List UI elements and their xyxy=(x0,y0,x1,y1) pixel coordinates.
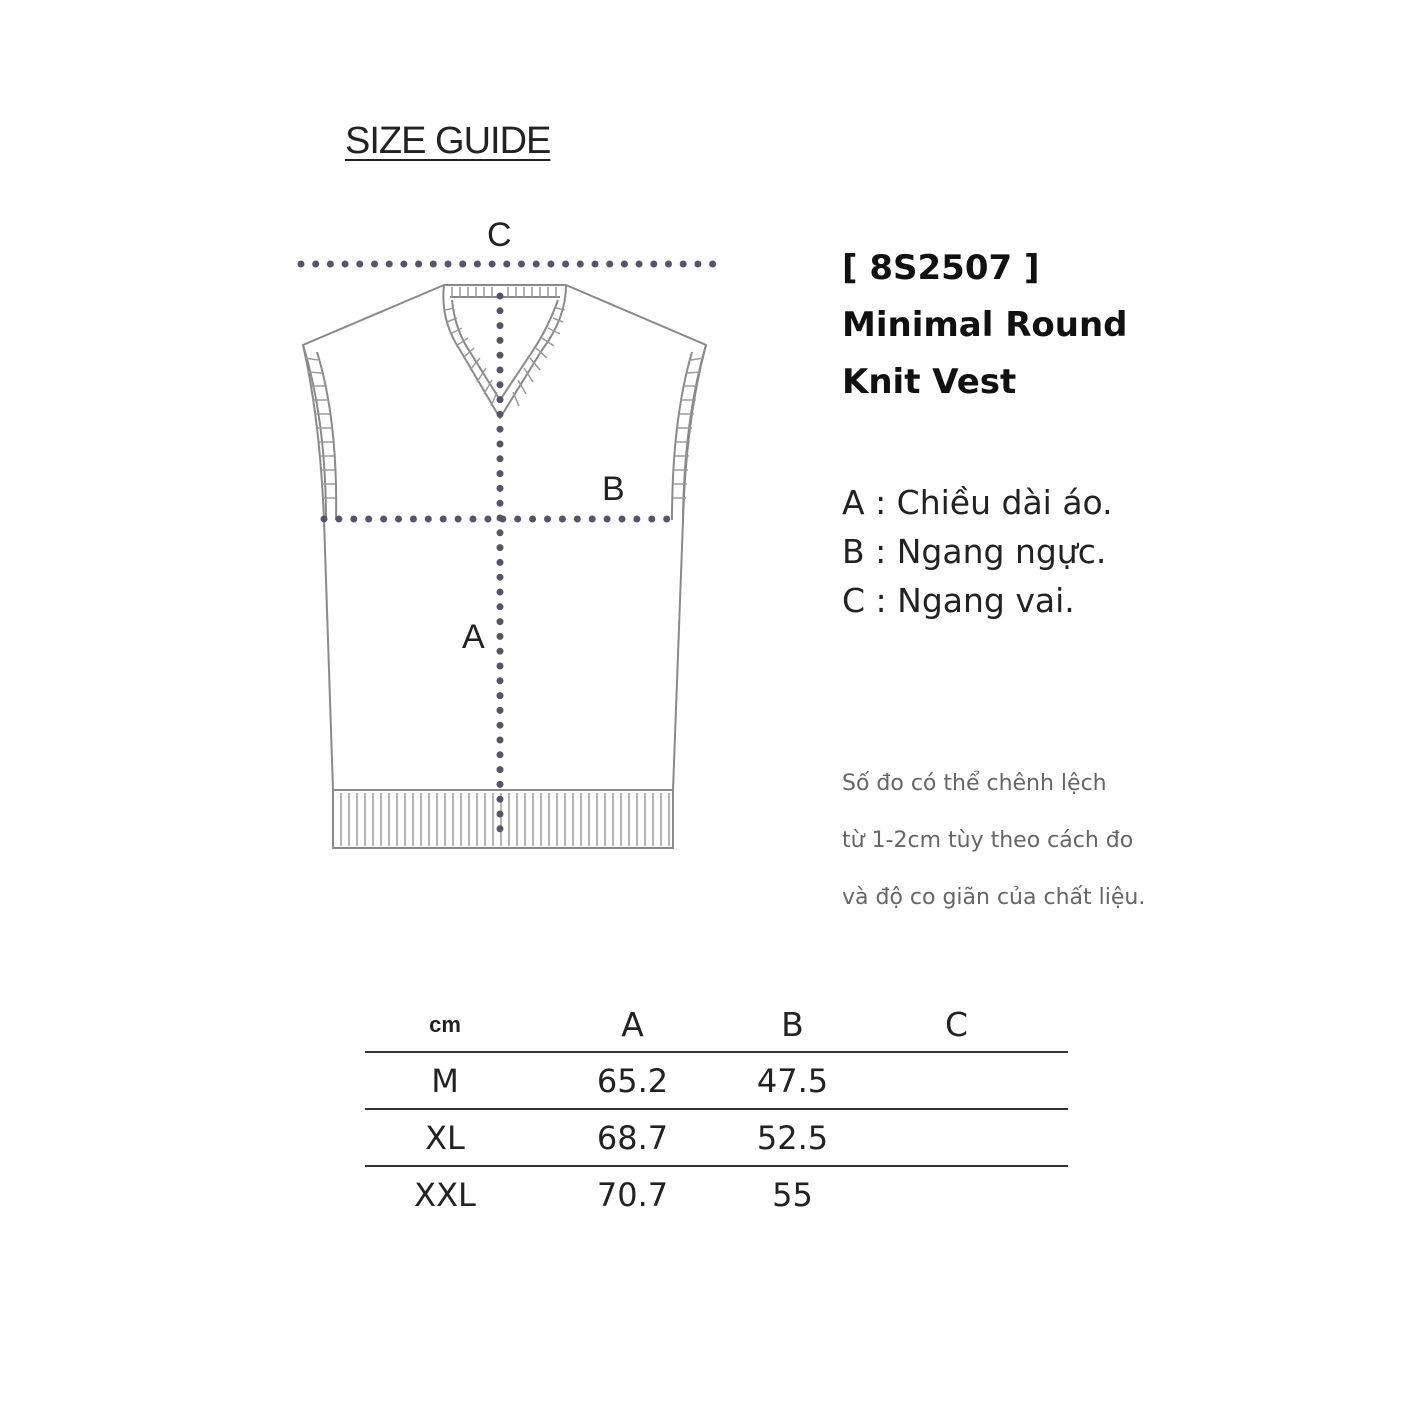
page-title: SIZE GUIDE xyxy=(345,120,551,162)
header-b: B xyxy=(781,1005,804,1044)
b-cell: 55 xyxy=(740,1166,845,1222)
measurement-legend xyxy=(842,478,1113,625)
b-cell: 47.5 xyxy=(740,1052,845,1109)
table-row xyxy=(365,1109,1068,1166)
a-cell: 65.2 xyxy=(525,1052,740,1109)
label-a: A xyxy=(462,618,485,656)
size-cell: M xyxy=(365,1052,525,1109)
a-cell: 68.7 xyxy=(525,1109,740,1166)
label-c: C xyxy=(487,216,512,254)
knit-vest-outline-icon xyxy=(303,285,706,848)
label-b: B xyxy=(602,470,625,508)
size-cell: XXL xyxy=(365,1166,525,1222)
legend-item-c: C : Ngang vai. xyxy=(842,581,1075,620)
measurement-note xyxy=(842,755,1145,926)
legend-item-a: A : Chiều dài áo. xyxy=(842,483,1113,522)
hem-rib-lines xyxy=(341,793,669,846)
product-code: [ 8S2507 ] xyxy=(842,248,1040,288)
a-cell: 70.7 xyxy=(525,1166,740,1222)
header-a: A xyxy=(621,1005,644,1044)
size-cell: XL xyxy=(365,1109,525,1166)
product-info xyxy=(842,240,1128,411)
note-line-2: từ 1-2cm tùy theo cách đo xyxy=(842,828,1134,853)
c-cell xyxy=(845,1166,1068,1222)
table-row xyxy=(365,1052,1068,1109)
product-name-line1: Minimal Round xyxy=(842,305,1128,345)
header-c: C xyxy=(944,1005,969,1044)
b-cell: 52.5 xyxy=(740,1109,845,1166)
table-row xyxy=(365,1166,1068,1222)
size-table xyxy=(365,998,1068,1222)
neck-rib-lines xyxy=(445,287,565,406)
c-cell xyxy=(845,1052,1068,1109)
product-name-line2: Knit Vest xyxy=(842,362,1017,402)
note-line-3: và độ co giãn của chất liệu. xyxy=(842,885,1146,910)
armhole-rib-lines xyxy=(305,358,704,498)
legend-item-b: B : Ngang ngực. xyxy=(842,532,1107,571)
table-header-row xyxy=(365,998,1068,1052)
c-cell xyxy=(845,1109,1068,1166)
header-unit: cm xyxy=(429,1011,461,1037)
note-line-1: Số đo có thể chênh lệch xyxy=(842,771,1107,796)
